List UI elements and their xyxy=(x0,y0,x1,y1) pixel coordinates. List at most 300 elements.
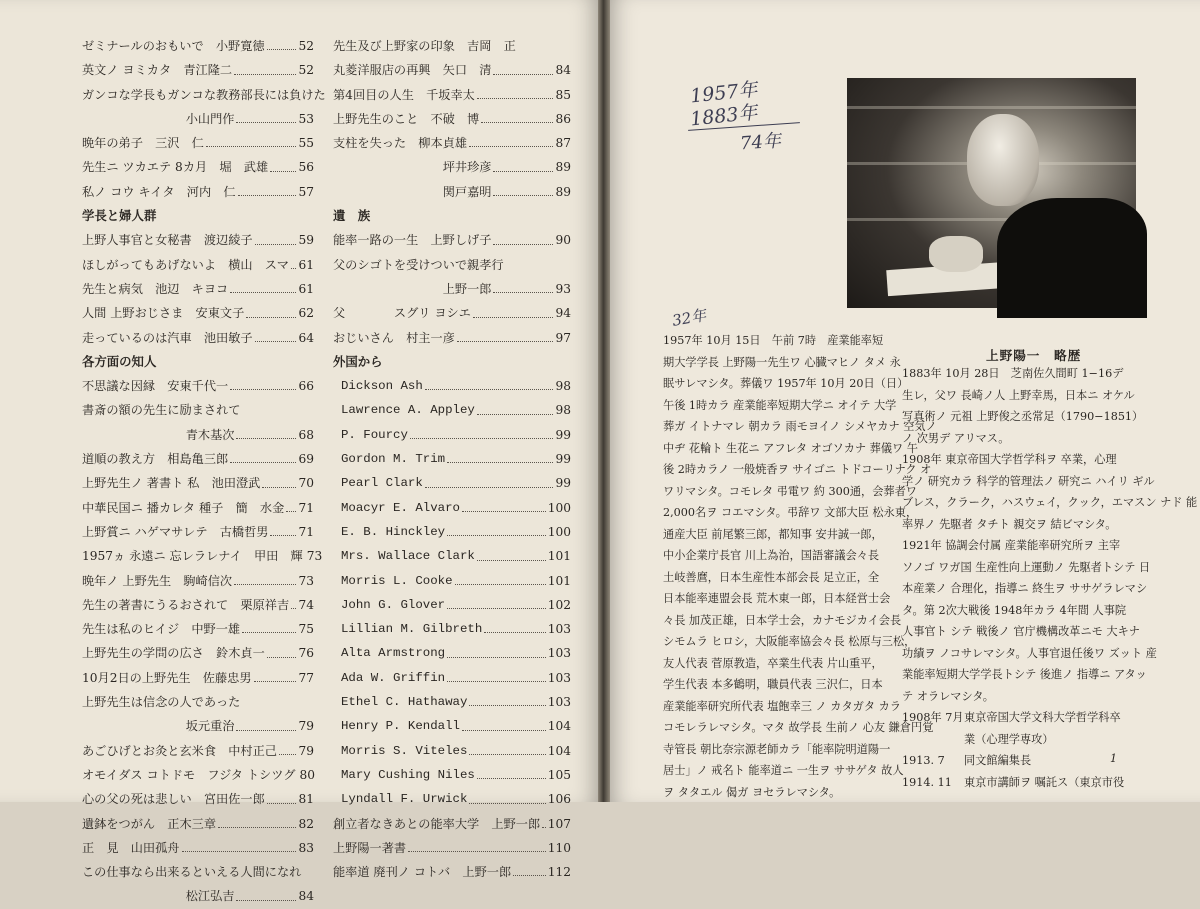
toc-page-number: 79 xyxy=(298,743,314,758)
toc-page-number: 56 xyxy=(298,160,314,175)
toc-entry xyxy=(333,812,571,836)
toc-column-2 xyxy=(333,34,571,884)
toc-leader-dots xyxy=(230,447,296,463)
toc-entry xyxy=(82,593,314,617)
toc-leader-dots xyxy=(447,666,546,682)
toc-entry xyxy=(333,593,571,617)
toc-entry xyxy=(82,301,314,325)
toc-entry-title: ゼミナールのおもいで 小野寛徳 xyxy=(82,39,265,53)
toc-page-number: 106 xyxy=(547,792,571,807)
toc-leader-dots xyxy=(255,228,297,244)
toc-entry-title: ほしがってもあげないよ 横山 スマ xyxy=(82,257,289,272)
toc-leader-dots xyxy=(291,253,297,269)
toc-page-number: 101 xyxy=(547,549,571,564)
toc-leader-dots xyxy=(234,58,296,74)
text-line: 学ノ 研究カラ 科学的管理法ノ 研究ニ ハイリ ギル xyxy=(902,474,1155,488)
toc-entry xyxy=(82,107,314,131)
toc-leader-dots xyxy=(493,58,553,74)
toc-leader-dots xyxy=(246,301,296,317)
toc-leader-dots xyxy=(286,496,296,512)
toc-entry xyxy=(333,860,571,884)
toc-page-number: 64 xyxy=(298,330,314,345)
toc-leader-dots xyxy=(447,641,546,657)
toc-page-number: 89 xyxy=(555,160,571,175)
toc-entry xyxy=(82,617,314,641)
text-line: 1921年 協調会付属 産業能率研究所ヲ 主宰 xyxy=(902,539,1121,552)
toc-entry xyxy=(333,131,571,155)
toc-entry xyxy=(333,326,571,350)
toc-page-number: 71 xyxy=(298,524,314,539)
toc-entry-title: 先生及び上野家の印象 吉岡 正 xyxy=(333,39,516,53)
toc-entry-title: Ada W. Griffin xyxy=(341,670,446,685)
toc-entry xyxy=(333,714,571,738)
toc-entry xyxy=(82,131,314,155)
toc-entry-title: 支柱を失った 柳本貞雄 xyxy=(333,136,468,151)
toc-entry-title: Henry P. Kendall xyxy=(341,719,460,734)
toc-entry-title: 先生の著書にうるおされて 栗原祥吉 xyxy=(82,597,290,612)
toc-leader-dots xyxy=(455,569,546,585)
toc-entry-title: 上野賞ニ ハゲマサレテ 古橋哲男 xyxy=(82,524,269,539)
text-line: 1883年 10月 28日 芝南佐久間町 1−16デ xyxy=(902,367,1124,380)
toc-section-heading: 各方面の知人 xyxy=(82,353,157,369)
toc-section-heading: 学長と婦人群 xyxy=(82,208,157,224)
toc-column-1 xyxy=(82,34,326,909)
toc-page-number: 97 xyxy=(555,330,571,345)
toc-entry-title: オモイダス コトドモ フジタ トシツグ xyxy=(82,767,296,782)
toc-leader-dots xyxy=(262,471,296,487)
handwritten-margin-note: 32年 xyxy=(670,306,708,330)
toc-entry-title: John G. Glover xyxy=(341,597,446,612)
text-line: 写真術ノ 元祖 上野俊之丞常足（1790−1851） xyxy=(902,410,1144,423)
toc-entry xyxy=(82,326,314,350)
toc-entry xyxy=(82,34,314,58)
toc-entry-title: 上野陽一著書 xyxy=(333,840,407,855)
toc-entry-title: E. B. Hinckley xyxy=(341,524,446,539)
text-line: 生レ，父ワ 長崎ノ人 上野幸馬，日本ニ オケル xyxy=(902,388,1135,402)
toc-entry xyxy=(82,884,314,908)
toc-entry-title-line xyxy=(333,34,571,58)
toc-entry-title: 能率一路の一生 上野しげ子 xyxy=(333,233,492,248)
toc-entry xyxy=(333,228,571,252)
toc-leader-dots xyxy=(484,617,545,633)
toc-entry-title: 遺鉢をつがん 正木三章 xyxy=(82,816,217,831)
toc-entry-author: 上野一郎 xyxy=(442,281,492,296)
toc-page-number: 87 xyxy=(555,136,571,151)
toc-page-number: 103 xyxy=(547,695,571,710)
toc-entry-title-line xyxy=(82,398,314,422)
timeline-text: 東京市講師ヲ 嘱託ス（東京市役 xyxy=(964,775,1125,789)
toc-entry xyxy=(333,787,571,811)
toc-leader-dots xyxy=(481,107,553,123)
toc-page-number: 55 xyxy=(298,136,314,151)
toc-page-number: 103 xyxy=(547,670,571,685)
toc-entry-title: 丸菱洋服店の再興 矢口 清 xyxy=(333,63,492,78)
toc-leader-dots xyxy=(447,520,546,536)
toc-entry-title-line xyxy=(333,253,571,277)
book-gutter xyxy=(598,0,610,802)
toc-leader-dots xyxy=(477,544,546,560)
timeline-text: 東京帝国大学文科大学哲学科卒 xyxy=(964,711,1121,724)
toc-entry-title: Morris S. Viteles xyxy=(341,743,468,758)
toc-entry-title: ガンコな学長もガンコな教務部長には負けた xyxy=(82,87,326,102)
toc-leader-dots xyxy=(425,374,554,390)
text-line: 功績ヲ ノコサレマシタ。人事官退任後ワ ズット 産 xyxy=(902,646,1157,660)
toc-entry-title: Mary Cushing Niles xyxy=(341,767,475,782)
toc-page-number: 52 xyxy=(298,63,314,78)
toc-entry-title: 走っているのは汽車 池田敏子 xyxy=(82,330,253,345)
toc-entry xyxy=(82,253,314,277)
toc-leader-dots xyxy=(447,593,546,609)
toc-entry xyxy=(333,107,571,131)
toc-entry-title: Alta Armstrong xyxy=(341,646,446,661)
toc-leader-dots xyxy=(230,277,296,293)
toc-entry-title: 父のシゴトを受けついで親孝行 xyxy=(333,257,504,272)
toc-entry-title: 上野先生のこと 不破 博 xyxy=(333,111,480,126)
toc-leader-dots xyxy=(408,836,546,852)
toc-entry-title: 創立者なきあとの能率大学 上野一郎 xyxy=(333,816,541,831)
text-line: 期大学学長 上野陽一先生ワ 心臓マヒノ タメ 永 xyxy=(663,355,901,369)
toc-page-number: 100 xyxy=(547,500,571,515)
toc-page-number: 61 xyxy=(298,257,314,272)
toc-entry xyxy=(333,423,571,447)
toc-entry-title: 上野人事官と女秘書 渡辺綾子 xyxy=(82,233,253,248)
toc-leader-dots xyxy=(477,398,554,414)
toc-entry-title: 先生は私のヒイジ 中野一雄 xyxy=(82,622,241,637)
text-line: シモムラ ヒロシ，大阪能率協会々長 松原与三松， xyxy=(663,635,916,648)
toc-entry xyxy=(82,714,314,738)
text-line: 通産大臣 前尾繁三郎，都知事 安井誠一郎， xyxy=(663,527,883,541)
toc-entry xyxy=(82,496,314,520)
toc-entry xyxy=(333,836,571,860)
toc-entry xyxy=(82,447,314,471)
text-line: 中ヂ 花輪ト 生花ニ アフレタ オゴソカナ 葬儀ワ 午 xyxy=(663,441,918,455)
toc-page-number: 99 xyxy=(555,452,571,467)
toc-entry-title: 不思議な因縁 安東千代一 xyxy=(82,379,229,394)
toc-entry xyxy=(82,641,314,665)
toc-leader-dots xyxy=(238,180,297,196)
toc-entry-title: 私ノ コウ キイタ 河内 仁 xyxy=(82,184,236,199)
toc-page-number: 101 xyxy=(547,573,571,588)
toc-entry xyxy=(333,763,571,787)
toc-entry-author: 青木基次 xyxy=(185,427,235,442)
toc-leader-dots xyxy=(542,812,546,828)
toc-leader-dots xyxy=(469,787,545,803)
toc-entry xyxy=(333,83,571,107)
timeline-text: 業（心理学専攻） xyxy=(964,732,1054,746)
toc-page-number: 61 xyxy=(298,281,314,296)
toc-page-number: 71 xyxy=(298,500,314,515)
toc-page-number: 85 xyxy=(555,87,571,102)
toc-page-number: 112 xyxy=(547,865,571,880)
toc-entry-title: 中華民国ニ 播カレタ 種子 簡 水金 xyxy=(82,500,285,515)
photo-shelf xyxy=(847,106,1136,109)
toc-entry-title: 道順の教え方 相島亀三郎 xyxy=(82,452,229,467)
toc-page-number: 57 xyxy=(298,184,314,199)
toc-entry-title: 先生ニ ツカエテ 8カ月 堀 武雄 xyxy=(82,160,269,175)
toc-entry xyxy=(82,180,314,204)
text-line: 葬ガ イトナマレ 朝カラ 雨モヨイノ シメヤカナ 空気ノ xyxy=(663,420,937,433)
toc-page-number: 73 xyxy=(298,573,314,588)
handwritten-year-1957: 1957年 xyxy=(689,78,759,108)
toc-entry-title: あごひげとお灸と玄米食 中村正己 xyxy=(82,743,277,758)
text-line: ワリマシタ。コモレタ 弔電ワ 約 300通，会葬者ワ xyxy=(663,484,917,498)
toc-entry-title: この仕事なら出来るといえる人間になれ xyxy=(82,865,302,880)
handwritten-age: 74年 xyxy=(739,130,782,155)
toc-page-number: 84 xyxy=(298,889,314,904)
toc-entry-title: 父 スグリ ヨシエ xyxy=(333,306,471,321)
toc-entry-title: 上野先生は信念の人であった xyxy=(82,695,241,710)
toc-leader-dots xyxy=(206,131,297,147)
toc-entry-title: 第4回目の人生 千坂幸太 xyxy=(333,87,475,102)
toc-entry xyxy=(333,471,571,495)
toc-entry-title: P. Fourcy xyxy=(341,427,408,442)
toc-page-number: 68 xyxy=(298,427,314,442)
toc-leader-dots xyxy=(469,131,553,147)
toc-entry-title-line xyxy=(82,690,314,714)
toc-entry-title: Pearl Clark xyxy=(341,476,423,491)
text-line: ソノゴ ワガ国 生産性向上運動ノ 先駆者トシテ 日 xyxy=(902,560,1151,574)
timeline-date: 1914. 11 xyxy=(902,775,952,789)
toc-leader-dots xyxy=(462,496,546,512)
toc-entry-title: 上野先生ノ 著書ト 私 池田澄武 xyxy=(82,476,261,491)
toc-entry xyxy=(333,155,571,179)
toc-leader-dots xyxy=(234,569,296,585)
toc-page-number: 77 xyxy=(298,670,314,685)
text-line: コモレラレマシタ。マタ 故学長 生前ノ 心友 鎌倉円覚 xyxy=(663,721,934,734)
toc-entry xyxy=(333,496,571,520)
toc-entry-title: おじいさん 村主一彦 xyxy=(333,330,455,345)
toc-entry xyxy=(333,666,571,690)
toc-entry-title: Lyndall F. Urwick xyxy=(341,792,468,807)
toc-entry-title: Mrs. Wallace Clark xyxy=(341,549,475,564)
toc-entry xyxy=(333,301,571,325)
toc-page-number: 79 xyxy=(298,719,314,734)
toc-entry xyxy=(333,544,571,568)
toc-entry xyxy=(82,423,314,447)
toc-entry xyxy=(333,398,571,422)
toc-leader-dots xyxy=(477,763,546,779)
toc-leader-dots xyxy=(425,471,554,487)
toc-page-number: 107 xyxy=(547,816,571,831)
toc-entry-title-line xyxy=(82,83,326,107)
toc-leader-dots xyxy=(477,83,554,99)
text-line: テ オラレマシタ。 xyxy=(902,689,994,703)
toc-entry xyxy=(333,569,571,593)
toc-leader-dots xyxy=(182,836,297,852)
text-line: 2,000名ヲ コエマシタ。弔辞ワ 文部大臣 松永東， xyxy=(663,506,918,519)
toc-entry-title: Lawrence A. Appley xyxy=(341,403,475,418)
photo-hand xyxy=(929,236,983,272)
text-line: 1908年 東京帝国大学哲学科ヲ 卒業，心理 xyxy=(902,453,1117,466)
toc-leader-dots xyxy=(473,301,554,317)
text-line: 午後 1時カラ 産業能率短期大学ニ オイテ 大学 xyxy=(663,398,897,412)
toc-entry xyxy=(82,836,314,860)
toc-leader-dots xyxy=(242,617,296,633)
toc-entry-title: 書斎の額の先生に励まされて xyxy=(82,403,241,418)
toc-leader-dots xyxy=(493,180,553,196)
toc-page-number: 81 xyxy=(298,792,314,807)
toc-page-number: 105 xyxy=(547,767,571,782)
toc-page-number: 99 xyxy=(555,476,571,491)
toc-entry-author: 坂元重治 xyxy=(185,719,235,734)
toc-entry xyxy=(82,58,314,82)
toc-page-number: 80 xyxy=(299,767,315,782)
toc-entry xyxy=(82,763,314,787)
portrait-photo xyxy=(847,78,1136,308)
text-line: 率界ノ 先駆者 タチト 親交ヲ 結ビマシタ。 xyxy=(902,517,1117,531)
text-line: 々長 加茂正雄，日本学士会，カナモジカイ会長 xyxy=(663,613,902,627)
toc-leader-dots xyxy=(457,326,554,342)
toc-page-number: 84 xyxy=(555,63,571,78)
timeline-row xyxy=(902,750,1142,772)
toc-entry xyxy=(333,58,571,82)
text-line: 寺管長 朝比奈宗源老師カラ「能率院明道陽一 xyxy=(663,742,891,756)
toc-entry-title: 10月2日の上野先生 佐藤忠男 xyxy=(82,670,252,685)
toc-page-number: 90 xyxy=(555,233,571,248)
toc-page-number: 103 xyxy=(547,622,571,637)
toc-page-number: 62 xyxy=(298,306,314,321)
toc-leader-dots xyxy=(291,593,296,609)
toc-entry xyxy=(82,569,314,593)
text-line: 人事官ト シテ 戦後ノ 官庁機構改革ニモ 大キナ xyxy=(902,625,1140,638)
toc-entry xyxy=(82,277,314,301)
toc-entry xyxy=(333,277,571,301)
toc-leader-dots xyxy=(462,714,546,730)
text-line: 友人代表 菅原教造，卒業生代表 片山重平， xyxy=(663,656,883,670)
toc-entry-title: 先生と病気 池辺 キヨコ xyxy=(82,281,229,296)
biography-text xyxy=(902,363,1198,793)
text-line: 産業能率研究所代表 塩飽幸三 ノ カタガタ カラ xyxy=(663,699,901,713)
toc-page-number: 74 xyxy=(298,597,314,612)
toc-entry-title: Dickson Ash xyxy=(341,379,423,394)
toc-leader-dots xyxy=(513,860,546,876)
toc-entry-author: 小山門作 xyxy=(185,111,235,126)
toc-leader-dots xyxy=(270,155,296,171)
handwritten-year-1883: 1883年 xyxy=(689,101,759,131)
toc-entry xyxy=(82,787,314,811)
toc-entry xyxy=(333,690,571,714)
timeline-row xyxy=(902,729,1142,751)
toc-page-number: 70 xyxy=(298,476,314,491)
toc-entry-title: Ethel C. Hathaway xyxy=(341,695,468,710)
toc-leader-dots xyxy=(236,107,296,123)
timeline-date: 1908年 7月 xyxy=(902,711,964,724)
toc-page-number: 76 xyxy=(298,646,314,661)
toc-page-number: 98 xyxy=(555,403,571,418)
timeline-date xyxy=(902,729,964,751)
toc-entry-title: Gordon M. Trim xyxy=(341,452,446,467)
text-line: 居士」ノ 戒名ト 能率道ニ 一生ヲ ササゲタ 故人 xyxy=(663,764,904,777)
toc-leader-dots xyxy=(267,641,297,657)
toc-page-number: 93 xyxy=(555,281,571,296)
timeline-text: 同文館編集長 xyxy=(964,754,1032,767)
toc-leader-dots xyxy=(236,423,296,439)
toc-page-number: 104 xyxy=(547,743,571,758)
toc-entry-title: 晩年ノ 上野先生 駒崎信次 xyxy=(82,573,233,588)
toc-entry xyxy=(333,641,571,665)
toc-entry xyxy=(333,739,571,763)
toc-page-number: 100 xyxy=(547,524,571,539)
toc-entry-title: 英文ノ ヨミカタ 青江隆二 xyxy=(82,63,233,78)
toc-entry xyxy=(333,447,571,471)
toc-page-number: 103 xyxy=(547,646,571,661)
toc-entry xyxy=(82,155,314,179)
toc-leader-dots xyxy=(493,277,553,293)
text-line: 1957年 10月 15日 午前 7時 産業能率短 xyxy=(663,334,884,347)
toc-leader-dots xyxy=(236,714,296,730)
toc-entry-title: Moacyr E. Alvaro xyxy=(341,500,460,515)
toc-entry-title: 能率道 廃刊ノ コトバ 上野一郎 xyxy=(333,865,512,880)
toc-entry-title: 上野先生の学問の広さ 鈴木貞一 xyxy=(82,646,265,661)
toc-page-number: 52 xyxy=(298,39,314,53)
toc-entry xyxy=(333,374,571,398)
toc-entry-author: 関戸嘉明 xyxy=(442,184,492,199)
toc-page-number: 53 xyxy=(298,111,314,126)
toc-page-number: 98 xyxy=(555,379,571,394)
toc-entry xyxy=(82,471,314,495)
toc-entry xyxy=(82,812,314,836)
toc-page-number: 99 xyxy=(555,427,571,442)
toc-page-number: 59 xyxy=(298,233,314,248)
toc-entry xyxy=(82,520,314,544)
text-line: 学生代表 本多鶴明，職員代表 三沢仁，日本 xyxy=(663,678,883,691)
timeline-row xyxy=(902,772,1142,794)
toc-leader-dots xyxy=(255,326,297,342)
toc-entry xyxy=(82,666,314,690)
text-line: 後 2時カラノ 一般焼香ヲ サイゴニ トドコーリナク オ xyxy=(663,463,932,476)
toc-page-number: 73 xyxy=(306,549,323,564)
page-number: 1 xyxy=(1110,752,1117,765)
toc-page-number: 83 xyxy=(298,840,314,855)
toc-page-number: 66 xyxy=(298,379,314,394)
toc-entry-title: 晩年の弟子 三沢 仁 xyxy=(82,136,204,151)
text-line: 土岐善麿，日本生産性本部会長 足立正，全 xyxy=(663,570,880,584)
toc-entry-title: 1957ヵ 永遠ニ 忘レラレナイ 甲田 輝 xyxy=(82,549,303,564)
text-line: 日本能率連盟会長 荒木東一郎，日本経営士会 xyxy=(663,592,891,605)
toc-leader-dots xyxy=(267,787,297,803)
toc-leader-dots xyxy=(230,374,296,390)
toc-entry xyxy=(333,520,571,544)
photo-body xyxy=(997,198,1147,318)
toc-leader-dots xyxy=(447,447,553,463)
text-line: 本産業ノ 合理化，指導ニ 終生ヲ ササゲラレマシ xyxy=(902,582,1148,595)
toc-leader-dots xyxy=(493,228,553,244)
toc-entry xyxy=(333,617,571,641)
toc-entry-title: 人間 上野おじさま 安東文子 xyxy=(82,306,245,321)
toc-page-number: 89 xyxy=(555,184,571,199)
toc-leader-dots xyxy=(410,423,554,439)
toc-page-number: 75 xyxy=(298,622,314,637)
toc-leader-dots xyxy=(236,884,296,900)
text-line: ノ 次男デ アリマス。 xyxy=(902,431,1010,445)
toc-page-number: 104 xyxy=(547,719,571,734)
text-line: タ。第 2次大戦後 1948年カラ 4年間 人事院 xyxy=(902,603,1127,617)
text-line: 眠サレマシタ。葬儀ワ 1957年 10月 20日（日） xyxy=(663,377,909,390)
toc-entry xyxy=(333,180,571,204)
toc-entry-title-line xyxy=(82,860,314,884)
toc-entry-title: 心の父の死は悲しい 宮田佐一郎 xyxy=(82,792,265,807)
toc-section-heading: 外国から xyxy=(333,353,383,369)
photo-head xyxy=(967,114,1039,206)
toc-entry-title: 正 見 山田孤舟 xyxy=(82,840,180,855)
text-line: ヲ タタエル 偈ガ ヨセラレマシタ。 xyxy=(663,785,841,799)
toc-section-heading: 遺 族 xyxy=(333,208,371,224)
toc-entry-author: 松江弘吉 xyxy=(185,889,235,904)
toc-leader-dots xyxy=(279,739,296,755)
text-line: 中小企業庁長官 川上為治，国語審議会々長 xyxy=(663,549,880,562)
timeline-date: 1913. 7 xyxy=(902,754,945,767)
text-line: ブレス，クラーク，ハスウェイ，クック，エマスン ナド 能 xyxy=(902,496,1198,509)
